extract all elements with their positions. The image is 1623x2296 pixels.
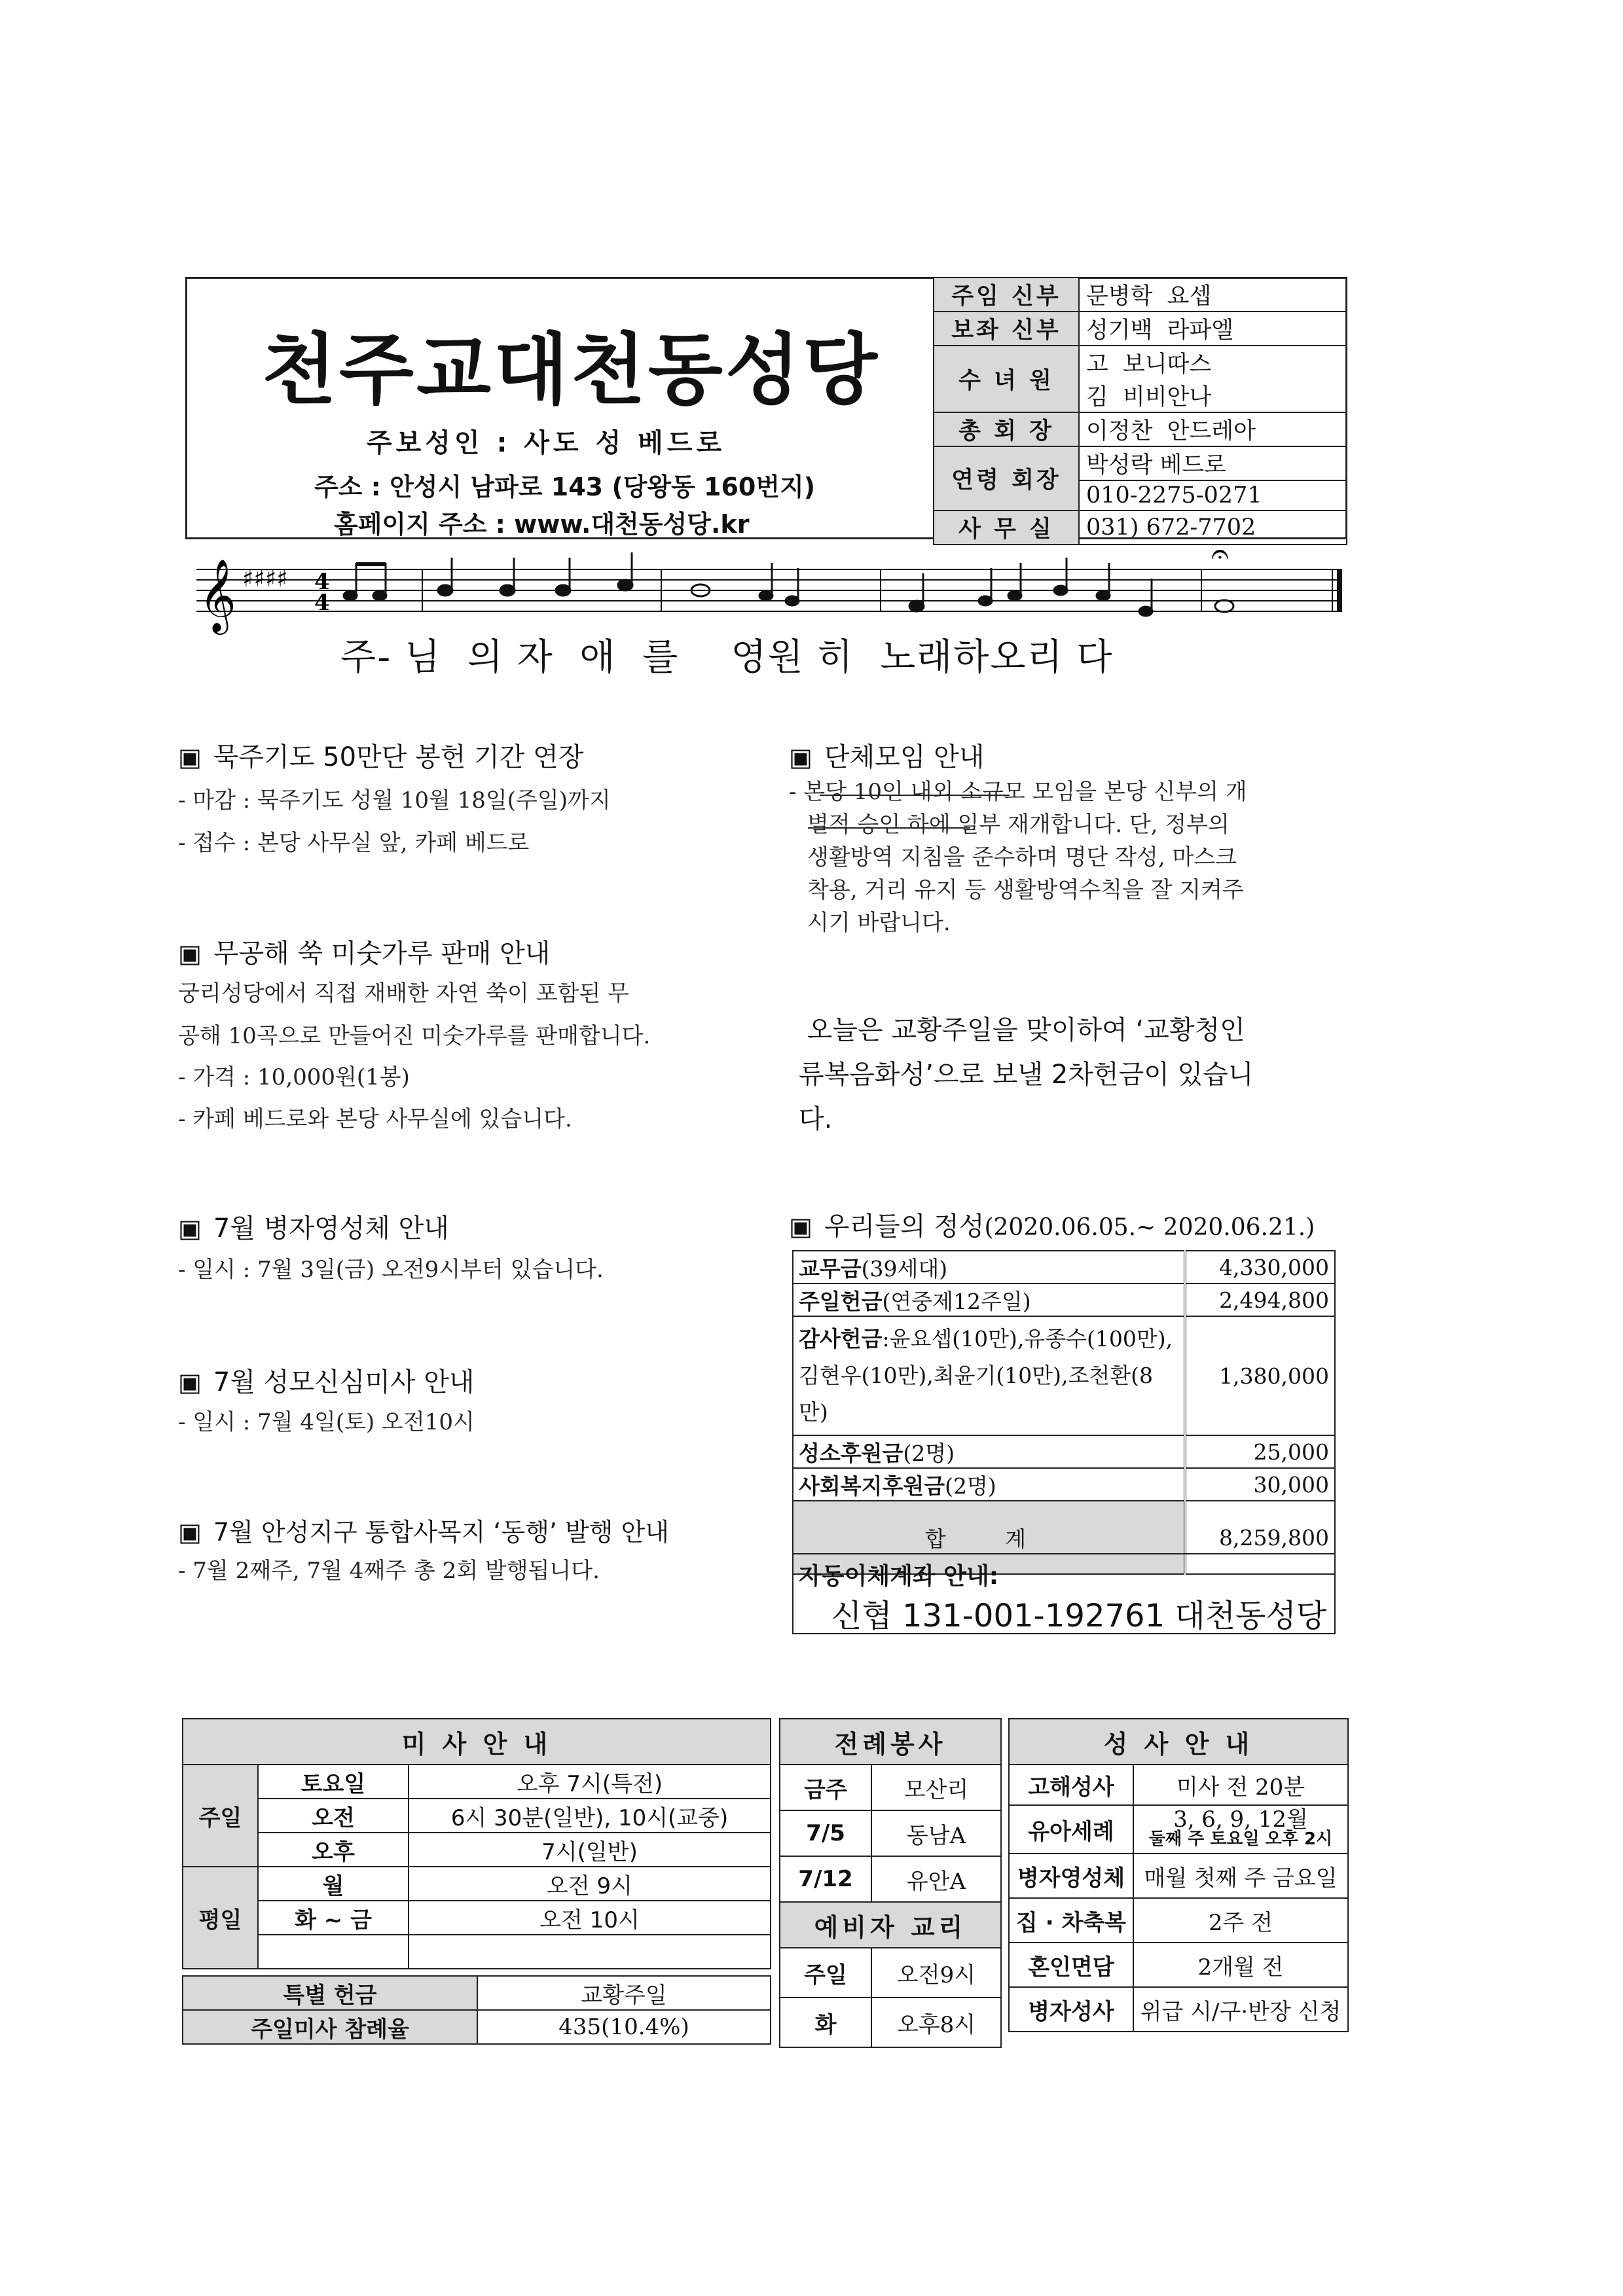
square-bullet-icon: ▣ <box>178 1368 202 1397</box>
mass-header: 미 사 안 내 <box>183 1719 771 1765</box>
attendance-value: 435(10.4%) <box>477 2010 771 2044</box>
table-row: 주일 오전9시 <box>780 1948 1001 1998</box>
table-row: 7/12 유안A <box>780 1856 1001 1902</box>
pope-line-1: 오늘은 교황주일을 맞이하여 ‘교황청인 <box>799 1015 1245 1045</box>
am-time: 6시 30분(일반), 10시(교중) <box>409 1799 771 1833</box>
misutgaru-title: ▣ 무공해 쑥 미숫가루 판매 안내 <box>178 939 551 969</box>
groups-line-3: 생활방역 지침을 준수하며 명단 작성, 마스크 <box>807 844 1237 870</box>
bank-label: 자동이체계좌 안내: <box>799 1563 999 1590</box>
mon-time: 오전 9시 <box>409 1867 771 1901</box>
mon-label: 월 <box>258 1867 409 1901</box>
sister-2: 김 비비안나 <box>1079 379 1347 412</box>
sacraments-table <box>1008 1718 1349 2032</box>
sisters-label: 수 녀 원 <box>934 346 1079 412</box>
table-row: 병자영성체 매월 첫째 주 금요일 <box>1009 1854 1348 1898</box>
groups-body <box>789 776 1345 939</box>
office-label: 사 무 실 <box>934 511 1079 545</box>
pope-sunday-note <box>799 1008 1362 1141</box>
table-row: 7/5 동남A <box>780 1810 1001 1856</box>
liturgy-table <box>779 1718 1002 2048</box>
marian-mass-title: ▣ 7월 성모신심미사 안내 <box>178 1367 475 1397</box>
table-row: 주일헌금(연중제12주일) 2,494,800 <box>793 1283 1335 1316</box>
svg-text:4: 4 <box>314 569 330 595</box>
hymn-score <box>190 543 1355 635</box>
attendance-label: 주일미사 참례율 <box>183 2010 477 2044</box>
mass-table <box>182 1718 771 1969</box>
hymn-lyrics: 주- 님 의 자 애 를 영원 히 노래하오리 다 <box>340 636 1114 679</box>
table-row: 집 · 차축복 2주 전 <box>1009 1898 1348 1943</box>
tue-time: 오전 10시 <box>409 1901 771 1935</box>
misutgaru-line-2: 공해 10곡으로 만들어진 미숫가루를 판매합니다. <box>178 1023 651 1049</box>
groups-title: ▣ 단체모임 안내 <box>789 742 985 772</box>
assistant-label: 보좌 신부 <box>934 312 1079 346</box>
table-row: 금주 모산리 <box>780 1765 1001 1810</box>
special-table <box>182 1975 771 2045</box>
patron-saint: 주보성인 : 사도 성 베드로 <box>367 428 726 458</box>
pope-line-3: 다. <box>799 1104 833 1134</box>
marian-mass-line: - 일시 : 7월 4일(토) 오전10시 <box>178 1409 475 1435</box>
pm-time: 7시(일반) <box>409 1833 771 1867</box>
table-row: 병자성사 위급 시/구·반장 신청 <box>1009 1987 1348 2032</box>
offerings-table <box>792 1250 1336 1575</box>
misutgaru-line-1: 궁리성당에서 직접 재배한 자연 쑥이 포함된 무 <box>178 980 629 1007</box>
donghaeng-title: ▣ 7월 안성지구 통합사목지 ‘동행’ 발행 안내 <box>178 1518 669 1547</box>
treble-clef-icon: 𝄞 <box>199 558 236 632</box>
groups-line-4: 착용, 거리 유지 등 생활방역수칙을 잘 지켜주 <box>807 877 1244 903</box>
table-row: 혼인면담 2개월 전 <box>1009 1943 1348 1987</box>
fermata-icon: 𝄐 <box>1211 543 1229 572</box>
square-bullet-icon: ▣ <box>178 1518 202 1547</box>
pastor-name: 문병학 요셉 <box>1079 278 1347 312</box>
address: 주소 : 안성시 남파로 143 (당왕동 160번지) <box>314 473 816 501</box>
pastor-label: 주임 신부 <box>934 278 1079 312</box>
table-row: 사회복지후원금(2명) 30,000 <box>793 1468 1335 1501</box>
table-row: 감사헌금:윤요셉(10만),유종수(100만),김현우(10만),최윤기(10만),조천환(8만) 1,380,000 <box>793 1316 1335 1435</box>
weekday-label: 평일 <box>183 1867 258 1969</box>
key-signature-icon: ♯♯♯♯ <box>242 565 288 592</box>
table-row: 교무금(39세대) 4,330,000 <box>793 1251 1335 1283</box>
rosary-title: ▣ 묵주기도 50만단 봉헌 기간 연장 <box>178 742 584 772</box>
misutgaru-place: - 카페 베드로와 본당 사무실에 있습니다. <box>178 1106 572 1132</box>
staff-table <box>933 277 1347 545</box>
sick-communion-line: - 일시 : 7월 3일(금) 오전9시부터 있습니다. <box>178 1257 604 1283</box>
special-label: 특별 헌금 <box>183 1976 477 2010</box>
district-phone: 010-2275-0271 <box>1079 480 1347 511</box>
assistant-name: 성기백 라파엘 <box>1079 312 1347 346</box>
misutgaru-price: - 가격 : 10,000원(1봉) <box>178 1064 410 1090</box>
district-name: 박성락 베드로 <box>1079 446 1347 480</box>
square-bullet-icon: ▣ <box>789 743 812 772</box>
sick-communion-title: ▣ 7월 병자영성체 안내 <box>178 1213 449 1244</box>
table-row: 유아세례 3, 6, 9, 12월 둘째 주 토요일 오후 2시 <box>1009 1805 1348 1854</box>
liturgy-header: 전례봉사 <box>780 1719 1001 1765</box>
table-row: 성소후원금(2명) 25,000 <box>793 1435 1335 1468</box>
sat-time: 오후 7시(특전) <box>409 1765 771 1799</box>
bank-account: 신협 131-001-192761 대천동성당 <box>831 1598 1327 1634</box>
rosary-reception: - 접수 : 본당 사무실 앞, 카페 베드로 <box>178 830 530 856</box>
office-phone: 031) 672-7702 <box>1079 511 1347 545</box>
underline-2 <box>808 827 970 829</box>
square-bullet-icon: ▣ <box>178 1214 202 1243</box>
table-row: 화 오후8시 <box>780 1998 1001 2047</box>
svg-text:4: 4 <box>314 590 330 616</box>
square-bullet-icon: ▣ <box>178 939 202 968</box>
underline-1 <box>820 795 1010 796</box>
offerings-title: ▣ 우리들의 정성(2020.06.05.~ 2020.06.21.) <box>789 1211 1315 1242</box>
church-title: 천주교대천동성당 <box>262 325 880 415</box>
president-label: 총 회 장 <box>934 412 1079 446</box>
sister-1: 고 보니따스 <box>1079 346 1347 379</box>
donghaeng-line: - 7월 2째주, 7월 4째주 총 2회 발행됩니다. <box>178 1558 600 1584</box>
sat-label: 토요일 <box>258 1765 409 1799</box>
am-label: 오전 <box>258 1799 409 1833</box>
pm-label: 오후 <box>258 1833 409 1867</box>
groups-line-5: 시기 바랍니다. <box>807 910 951 936</box>
groups-line-1: - 본당 10인 내외 소규모 모임을 본당 신부의 개 <box>789 779 1247 805</box>
groups-line-2: 별적 승인 하에 일부 재개합니다. 단, 정부의 <box>807 812 1230 838</box>
sunday-label: 주일 <box>183 1765 258 1867</box>
square-bullet-icon: ▣ <box>178 743 202 772</box>
sacraments-header: 성 사 안 내 <box>1009 1719 1348 1765</box>
rosary-deadline: - 마감 : 묵주기도 성월 10월 18일(주일)까지 <box>178 787 611 814</box>
catechism-header: 예비자 교리 <box>780 1902 1001 1948</box>
square-bullet-icon: ▣ <box>789 1212 812 1241</box>
tue-label: 화 ~ 금 <box>258 1901 409 1935</box>
special-value: 교황주일 <box>477 1976 771 2010</box>
president-name: 이정찬 안드레아 <box>1079 412 1347 446</box>
table-row: 고해성사 미사 전 20분 <box>1009 1765 1348 1805</box>
total-row: 합 계 8,259,800 <box>793 1501 1335 1574</box>
pope-line-2: 류복음화성’으로 보낼 2차헌금이 있습니 <box>799 1060 1254 1090</box>
homepage[interactable]: 홈페이지 주소 : www.대천동성당.kr <box>334 510 750 539</box>
district-label: 연령 회장 <box>934 446 1079 511</box>
